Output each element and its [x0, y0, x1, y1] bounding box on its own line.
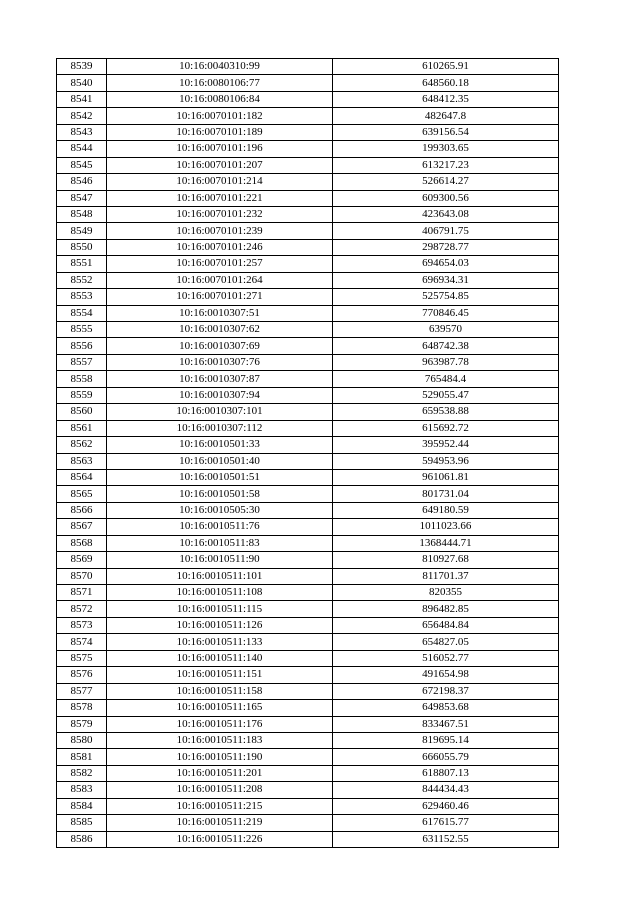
- cadastral-number-cell: 10:16:0010307:69: [107, 338, 333, 354]
- table-row: [57, 782, 559, 798]
- value-cell: 961061.81: [333, 469, 559, 485]
- cadastral-number-cell: 10:16:0010501:51: [107, 469, 333, 485]
- table-row: [57, 667, 559, 683]
- row-number-cell: 8556: [57, 338, 107, 354]
- table-row: [57, 486, 559, 502]
- row-number-cell: 8549: [57, 223, 107, 239]
- value-cell: 833467.51: [333, 716, 559, 732]
- value-cell: 649853.68: [333, 700, 559, 716]
- value-cell: 819695.14: [333, 732, 559, 748]
- value-cell: 844434.43: [333, 782, 559, 798]
- table-row: [57, 289, 559, 305]
- row-number-cell: 8541: [57, 91, 107, 107]
- value-cell: 654827.05: [333, 634, 559, 650]
- cadastral-number-cell: 10:16:0010511:208: [107, 782, 333, 798]
- cadastral-number-cell: 10:16:0010511:151: [107, 667, 333, 683]
- cadastral-number-cell: 10:16:0010307:76: [107, 354, 333, 370]
- cadastral-number-cell: 10:16:0010511:108: [107, 585, 333, 601]
- value-cell: 609300.56: [333, 190, 559, 206]
- value-cell: 639570: [333, 322, 559, 338]
- row-number-cell: 8545: [57, 157, 107, 173]
- row-number-cell: 8559: [57, 387, 107, 403]
- value-cell: 615692.72: [333, 420, 559, 436]
- table-row: [57, 108, 559, 124]
- table-row: [57, 732, 559, 748]
- table-row: [57, 683, 559, 699]
- row-number-cell: 8586: [57, 831, 107, 847]
- table-row: [57, 601, 559, 617]
- row-number-cell: 8554: [57, 305, 107, 321]
- cadastral-number-cell: 10:16:0010307:112: [107, 420, 333, 436]
- cadastral-number-cell: 10:16:0070101:239: [107, 223, 333, 239]
- table-row: [57, 502, 559, 518]
- row-number-cell: 8552: [57, 272, 107, 288]
- row-number-cell: 8547: [57, 190, 107, 206]
- table-row: [57, 141, 559, 157]
- row-number-cell: 8583: [57, 782, 107, 798]
- value-cell: 1368444.71: [333, 535, 559, 551]
- value-cell: 801731.04: [333, 486, 559, 502]
- cadastral-number-cell: 10:16:0010511:83: [107, 535, 333, 551]
- row-number-cell: 8567: [57, 519, 107, 535]
- value-cell: 639156.54: [333, 124, 559, 140]
- table-row: [57, 815, 559, 831]
- value-cell: 963987.78: [333, 354, 559, 370]
- table-row: [57, 256, 559, 272]
- table-row: [57, 206, 559, 222]
- table-row: [57, 749, 559, 765]
- table-row: [57, 305, 559, 321]
- row-number-cell: 8581: [57, 749, 107, 765]
- table-row: [57, 420, 559, 436]
- table-row: [57, 650, 559, 666]
- row-number-cell: 8540: [57, 75, 107, 91]
- table-row: [57, 91, 559, 107]
- table-row: [57, 831, 559, 847]
- value-cell: 613217.23: [333, 157, 559, 173]
- cadastral-number-cell: 10:16:0010511:176: [107, 716, 333, 732]
- table-row: [57, 272, 559, 288]
- value-cell: 423643.08: [333, 206, 559, 222]
- table-row: [57, 552, 559, 568]
- cadastral-number-cell: 10:16:0010511:165: [107, 700, 333, 716]
- cadastral-number-cell: 10:16:0010511:201: [107, 765, 333, 781]
- cadastral-number-cell: 10:16:0080106:84: [107, 91, 333, 107]
- table-row: [57, 59, 559, 75]
- row-number-cell: 8542: [57, 108, 107, 124]
- row-number-cell: 8576: [57, 667, 107, 683]
- row-number-cell: 8560: [57, 404, 107, 420]
- cadastral-number-cell: 10:16:0010511:90: [107, 552, 333, 568]
- row-number-cell: 8543: [57, 124, 107, 140]
- row-number-cell: 8557: [57, 354, 107, 370]
- cadastral-number-cell: 10:16:0070101:196: [107, 141, 333, 157]
- table-row: [57, 75, 559, 91]
- row-number-cell: 8579: [57, 716, 107, 732]
- table-row: [57, 387, 559, 403]
- cadastral-number-cell: 10:16:0010511:183: [107, 732, 333, 748]
- table-row: [57, 338, 559, 354]
- row-number-cell: 8575: [57, 650, 107, 666]
- table-row: [57, 404, 559, 420]
- cadastral-number-cell: 10:16:0010501:33: [107, 437, 333, 453]
- row-number-cell: 8566: [57, 502, 107, 518]
- cadastral-value-table: [56, 58, 559, 848]
- value-cell: 617615.77: [333, 815, 559, 831]
- row-number-cell: 8569: [57, 552, 107, 568]
- value-cell: 631152.55: [333, 831, 559, 847]
- row-number-cell: 8548: [57, 206, 107, 222]
- value-cell: 618807.13: [333, 765, 559, 781]
- table-row: [57, 354, 559, 370]
- value-cell: 811701.37: [333, 568, 559, 584]
- cadastral-number-cell: 10:16:0070101:182: [107, 108, 333, 124]
- value-cell: 594953.96: [333, 453, 559, 469]
- cadastral-number-cell: 10:16:0010307:51: [107, 305, 333, 321]
- row-number-cell: 8551: [57, 256, 107, 272]
- value-cell: 649180.59: [333, 502, 559, 518]
- value-cell: 666055.79: [333, 749, 559, 765]
- value-cell: 672198.37: [333, 683, 559, 699]
- row-number-cell: 8574: [57, 634, 107, 650]
- value-cell: 648412.35: [333, 91, 559, 107]
- row-number-cell: 8570: [57, 568, 107, 584]
- cadastral-number-cell: 10:16:0010511:115: [107, 601, 333, 617]
- table-row: [57, 585, 559, 601]
- table-row: [57, 765, 559, 781]
- cadastral-number-cell: 10:16:0070101:214: [107, 174, 333, 190]
- row-number-cell: 8561: [57, 420, 107, 436]
- value-cell: 820355: [333, 585, 559, 601]
- cadastral-number-cell: 10:16:0010511:190: [107, 749, 333, 765]
- value-cell: 765484.4: [333, 371, 559, 387]
- table-row: [57, 322, 559, 338]
- row-number-cell: 8584: [57, 798, 107, 814]
- cadastral-number-cell: 10:16:0070101:207: [107, 157, 333, 173]
- cadastral-number-cell: 10:16:0010511:126: [107, 617, 333, 633]
- cadastral-number-cell: 10:16:0040310:99: [107, 59, 333, 75]
- table-row: [57, 617, 559, 633]
- cadastral-number-cell: 10:16:0010307:101: [107, 404, 333, 420]
- row-number-cell: 8577: [57, 683, 107, 699]
- cadastral-number-cell: 10:16:0070101:246: [107, 239, 333, 255]
- table-row: [57, 190, 559, 206]
- table-row: [57, 634, 559, 650]
- cadastral-number-cell: 10:16:0070101:232: [107, 206, 333, 222]
- value-cell: 659538.88: [333, 404, 559, 420]
- table-row: [57, 437, 559, 453]
- table-row: [57, 716, 559, 732]
- table-row: [57, 469, 559, 485]
- row-number-cell: 8553: [57, 289, 107, 305]
- cadastral-number-cell: 10:16:0070101:189: [107, 124, 333, 140]
- cadastral-number-cell: 10:16:0010511:219: [107, 815, 333, 831]
- value-cell: 491654.98: [333, 667, 559, 683]
- value-cell: 810927.68: [333, 552, 559, 568]
- table-row: [57, 700, 559, 716]
- value-cell: 516052.77: [333, 650, 559, 666]
- value-cell: 298728.77: [333, 239, 559, 255]
- row-number-cell: 8564: [57, 469, 107, 485]
- table-body: [57, 59, 559, 848]
- cadastral-number-cell: 10:16:0010501:58: [107, 486, 333, 502]
- cadastral-number-cell: 10:16:0070101:257: [107, 256, 333, 272]
- value-cell: 648742.38: [333, 338, 559, 354]
- row-number-cell: 8562: [57, 437, 107, 453]
- table-row: [57, 371, 559, 387]
- row-number-cell: 8573: [57, 617, 107, 633]
- row-number-cell: 8544: [57, 141, 107, 157]
- value-cell: 694654.03: [333, 256, 559, 272]
- row-number-cell: 8580: [57, 732, 107, 748]
- cadastral-number-cell: 10:16:0070101:221: [107, 190, 333, 206]
- table-row: [57, 519, 559, 535]
- row-number-cell: 8555: [57, 322, 107, 338]
- table-row: [57, 453, 559, 469]
- cadastral-number-cell: 10:16:0010501:40: [107, 453, 333, 469]
- table-row: [57, 223, 559, 239]
- table-row: [57, 535, 559, 551]
- value-cell: 696934.31: [333, 272, 559, 288]
- cadastral-number-cell: 10:16:0010511:101: [107, 568, 333, 584]
- table-row: [57, 124, 559, 140]
- row-number-cell: 8582: [57, 765, 107, 781]
- value-cell: 1011023.66: [333, 519, 559, 535]
- row-number-cell: 8539: [57, 59, 107, 75]
- row-number-cell: 8563: [57, 453, 107, 469]
- table-row: [57, 239, 559, 255]
- cadastral-number-cell: 10:16:0010307:87: [107, 371, 333, 387]
- row-number-cell: 8565: [57, 486, 107, 502]
- cadastral-number-cell: 10:16:0070101:264: [107, 272, 333, 288]
- value-cell: 529055.47: [333, 387, 559, 403]
- value-cell: 526614.27: [333, 174, 559, 190]
- value-cell: 629460.46: [333, 798, 559, 814]
- value-cell: 610265.91: [333, 59, 559, 75]
- row-number-cell: 8585: [57, 815, 107, 831]
- value-cell: 525754.85: [333, 289, 559, 305]
- cadastral-number-cell: 10:16:0010511:158: [107, 683, 333, 699]
- cadastral-number-cell: 10:16:0010511:76: [107, 519, 333, 535]
- row-number-cell: 8572: [57, 601, 107, 617]
- cadastral-number-cell: 10:16:0010511:226: [107, 831, 333, 847]
- value-cell: 406791.75: [333, 223, 559, 239]
- table-row: [57, 157, 559, 173]
- table-row: [57, 568, 559, 584]
- table-row: [57, 174, 559, 190]
- cadastral-number-cell: 10:16:0010511:215: [107, 798, 333, 814]
- value-cell: 199303.65: [333, 141, 559, 157]
- value-cell: 482647.8: [333, 108, 559, 124]
- row-number-cell: 8571: [57, 585, 107, 601]
- value-cell: 395952.44: [333, 437, 559, 453]
- cadastral-number-cell: 10:16:0010307:62: [107, 322, 333, 338]
- cadastral-number-cell: 10:16:0010505:30: [107, 502, 333, 518]
- cadastral-number-cell: 10:16:0080106:77: [107, 75, 333, 91]
- row-number-cell: 8568: [57, 535, 107, 551]
- cadastral-number-cell: 10:16:0010511:133: [107, 634, 333, 650]
- row-number-cell: 8546: [57, 174, 107, 190]
- value-cell: 770846.45: [333, 305, 559, 321]
- cadastral-number-cell: 10:16:0010511:140: [107, 650, 333, 666]
- row-number-cell: 8578: [57, 700, 107, 716]
- row-number-cell: 8550: [57, 239, 107, 255]
- table-row: [57, 798, 559, 814]
- cadastral-number-cell: 10:16:0070101:271: [107, 289, 333, 305]
- value-cell: 896482.85: [333, 601, 559, 617]
- row-number-cell: 8558: [57, 371, 107, 387]
- cadastral-number-cell: 10:16:0010307:94: [107, 387, 333, 403]
- value-cell: 656484.84: [333, 617, 559, 633]
- value-cell: 648560.18: [333, 75, 559, 91]
